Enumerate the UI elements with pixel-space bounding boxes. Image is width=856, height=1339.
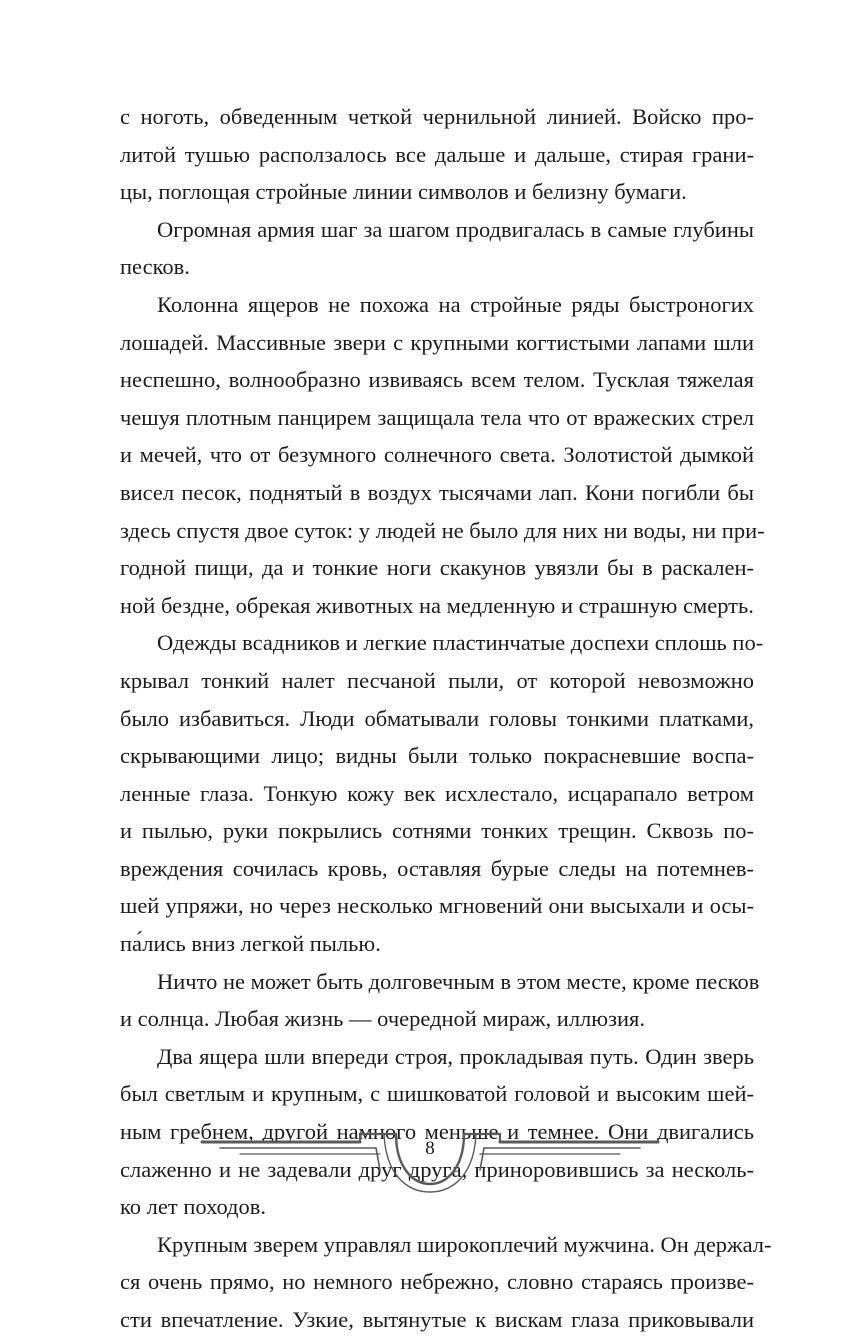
text-line: и мечей, что от безумного солнечного света. Золотистой дымкой <box>120 442 754 468</box>
text-line: лошадей. Массивные звери с крупными когтистыми лапами шли <box>120 329 754 355</box>
text-line: литой тушью расползалось все дальше и дальше, стирая грани- <box>120 141 754 167</box>
text-line: скрывающими лицо; видны были только покрасневшие воспа- <box>120 743 754 769</box>
text-line: висел песок, поднятый в воздух тысячами лап. Кони погибли бы <box>120 479 754 505</box>
text-line: Ничто не может быть долговечным в этом месте, кроме песков <box>157 968 760 994</box>
text-line: песков. <box>120 254 190 280</box>
text-line: Два ящера шли впереди строя, прокладывая путь. Один зверь <box>157 1043 754 1069</box>
text-line: здесь спустя двое суток: у людей не было для них ни воды, ни при- <box>120 517 765 543</box>
text-line: ко лет походов. <box>120 1194 267 1220</box>
text-line: шей упряжи, но через несколько мгновений они высыхали и осы- <box>120 893 754 919</box>
text-line: годной пищи, да и тонкие ноги скакунов увязли бы в раскален- <box>120 555 754 581</box>
text-line: был светлым и крупным, с шишковатой головой и высоким шей- <box>120 1081 754 1107</box>
text-line: и пылью, руки покрылись сотнями тонких трещин. Сквозь по- <box>120 818 754 844</box>
text-line: чешуя плотным панцирем защищала тела что от вражеских стрел <box>120 404 754 430</box>
text-line: слаженно и не задевали друг друга, приноровившись за несколь- <box>120 1156 754 1182</box>
text-line: с ноготь, обведенным четкой чернильной линией. Войско про- <box>120 104 754 129</box>
text-line: Одежды всадников и легкие пластинчатые доспехи сплошь по- <box>157 630 764 656</box>
text-line: Колонна ящеров не похожа на стройные ряды быстроногих <box>157 291 754 317</box>
text-line: Крупным зверем управлял широкоплечий мужчина. Он держал- <box>157 1231 772 1257</box>
text-line: было избавиться. Люди обматывали головы тонкими платками, <box>120 705 754 731</box>
text-line: неспешно, волнообразно извиваясь всем телом. Тусклая тяжелая <box>120 367 754 393</box>
text-line: и солнца. Любая жизнь — очередной мираж, иллюзия. <box>120 1006 645 1032</box>
text-line: сти впечатление. Узкие, вытянутые к вискам глаза приковывали <box>120 1307 754 1332</box>
text-line: крывал тонкий налет песчаной пыли, от которой невозможно <box>120 667 754 693</box>
text-line: ся очень прямо, но немного небрежно, словно стараясь произве- <box>120 1269 754 1295</box>
text-line: цы, поглощая стройные линии символов и белизну бумаги. <box>120 179 687 205</box>
page-number: 8 <box>425 1138 435 1159</box>
text-line: Огромная армия шаг за шагом продвигалась в самые глубины <box>157 216 754 242</box>
text-line: ным гребнем, другой намного меньше и темнее. Они двигались <box>120 1119 754 1145</box>
text-line: ной бездне, обрекая животных на медленную и страшную смерть. <box>120 592 754 618</box>
text-line: ленные глаза. Тонкую кожу век исхлестало, исцарапало ветром <box>120 780 754 806</box>
text-line: па́лись вниз легкой пылью. <box>120 931 381 957</box>
text-line: вреждения сочилась кровь, оставляя бурые следы на потемнев- <box>120 855 754 881</box>
